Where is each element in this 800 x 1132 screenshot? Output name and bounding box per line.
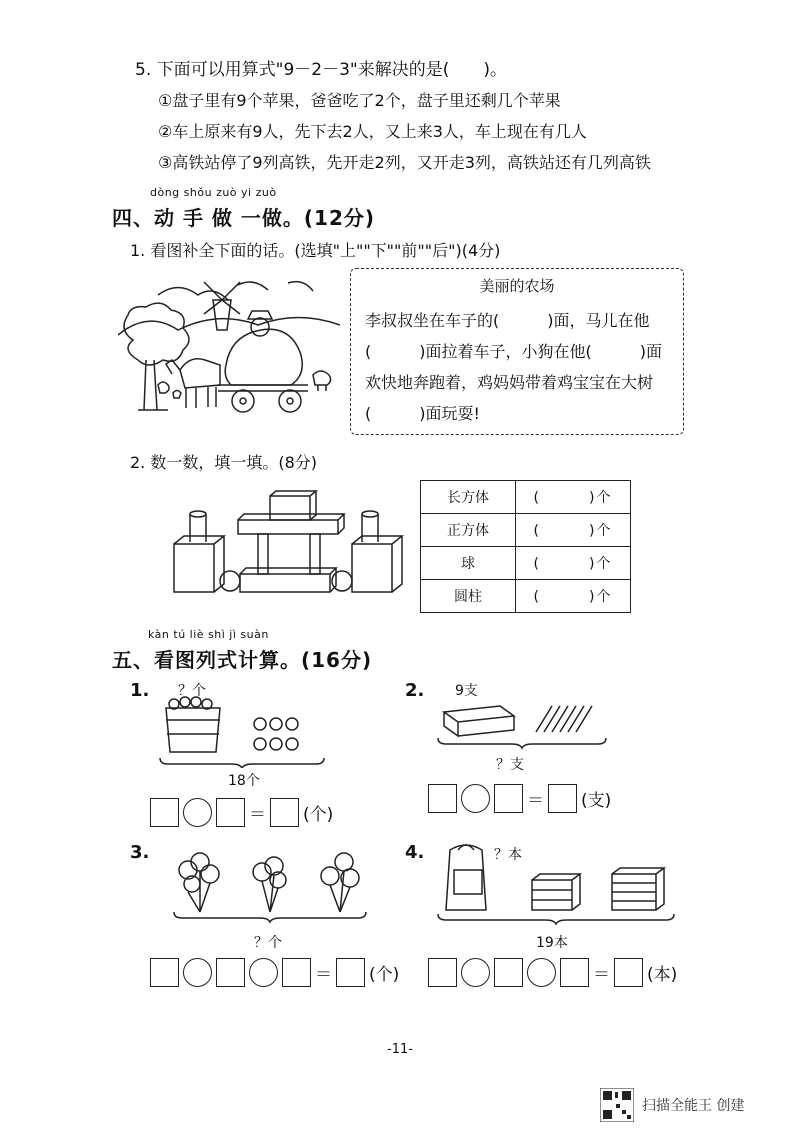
shape-name-cube: 正方体 bbox=[421, 514, 516, 547]
problem-2-top-label: 9支 bbox=[455, 683, 478, 699]
answer-box[interactable] bbox=[614, 958, 643, 987]
problem-2-equation bbox=[428, 784, 611, 813]
answer-box[interactable] bbox=[428, 784, 457, 813]
problem-1-equation bbox=[150, 798, 333, 827]
answer-box[interactable] bbox=[494, 784, 523, 813]
answer-blank: ( )个 bbox=[516, 547, 631, 580]
answer-box[interactable] bbox=[494, 958, 523, 987]
answer-box[interactable] bbox=[428, 958, 457, 987]
shape-name-sphere: 球 bbox=[421, 547, 516, 580]
answer-blank: ( )个 bbox=[516, 580, 631, 613]
page-number: -11- bbox=[387, 1042, 413, 1057]
problem-2-bottom-label: ？支 bbox=[496, 757, 524, 773]
problem-4-top-label: ？本 bbox=[494, 847, 522, 863]
story-box bbox=[350, 268, 684, 435]
problem-1-figure bbox=[158, 696, 338, 768]
shape-name-cylinder: 圆柱 bbox=[421, 580, 516, 613]
problem-3-equation bbox=[150, 958, 399, 987]
section5-pinyin: kàn tú liè shì jì suàn bbox=[148, 628, 269, 641]
count-table bbox=[420, 480, 631, 613]
problem-4-number: 4. bbox=[405, 842, 425, 863]
table-row bbox=[421, 481, 631, 514]
story-text: 李叔叔坐在车子的( )面，马儿在他( )面拉着车子，小狗在他( )面欢快地奔跑着，鸡妈妈带着鸡宝宝在大树( )面玩耍! bbox=[365, 311, 662, 423]
table-row bbox=[421, 580, 631, 613]
section5-title: 五、看图列式计算。(16分) bbox=[112, 648, 373, 672]
operator-circle[interactable] bbox=[461, 958, 490, 987]
section4-sub1-title: 1. 看图补全下面的话。(选填"上""下""前""后")(4分) bbox=[130, 241, 501, 260]
table-row bbox=[421, 547, 631, 580]
problem-4-bottom-label: 19本 bbox=[536, 935, 568, 951]
answer-box[interactable] bbox=[150, 958, 179, 987]
section4-title: 四、动 手 做 一做。(12分) bbox=[112, 206, 376, 230]
watermark bbox=[600, 1088, 744, 1122]
q5-option-1: ①盘子里有9个苹果，爸爸吃了2个，盘子里还剩几个苹果 bbox=[158, 91, 561, 110]
answer-box[interactable] bbox=[216, 958, 245, 987]
answer-box[interactable] bbox=[336, 958, 365, 987]
problem-3-figure bbox=[170, 848, 380, 928]
operator-circle[interactable] bbox=[249, 958, 278, 987]
equals-sign: ＝ bbox=[249, 805, 266, 825]
section4-pinyin: dòng shǒu zuò yi zuò bbox=[150, 186, 277, 199]
watermark-text: 扫描全能王 创建 bbox=[642, 1098, 745, 1114]
farm-illustration bbox=[118, 275, 340, 425]
problem-2-figure bbox=[436, 694, 616, 750]
equals-sign: ＝ bbox=[315, 965, 332, 985]
qr-code-icon bbox=[600, 1088, 634, 1122]
answer-box[interactable] bbox=[560, 958, 589, 987]
answer-blank: ( )个 bbox=[516, 481, 631, 514]
problem-4-figure bbox=[436, 836, 676, 928]
problem-1-bottom-label: 18个 bbox=[228, 773, 260, 789]
q5-stem: 5. 下面可以用算式"9－2－3"来解决的是( )。 bbox=[135, 60, 507, 80]
unit-label: (个) bbox=[303, 805, 334, 825]
story-title: 美丽的农场 bbox=[479, 277, 555, 295]
operator-circle[interactable] bbox=[183, 958, 212, 987]
equals-sign: ＝ bbox=[593, 965, 610, 985]
operator-circle[interactable] bbox=[527, 958, 556, 987]
section4-sub2-title: 2. 数一数，填一填。(8分) bbox=[130, 453, 318, 472]
operator-circle[interactable] bbox=[461, 784, 490, 813]
problem-1-top-label: ？个 bbox=[178, 683, 206, 699]
operator-circle[interactable] bbox=[183, 798, 212, 827]
answer-blank: ( )个 bbox=[516, 514, 631, 547]
q5-option-2: ②车上原来有9人，先下去2人，又上来3人，车上现在有几人 bbox=[158, 122, 587, 141]
answer-box[interactable] bbox=[282, 958, 311, 987]
unit-label: (本) bbox=[647, 965, 678, 985]
problem-3-number: 3. bbox=[130, 842, 150, 863]
answer-box[interactable] bbox=[270, 798, 299, 827]
table-row bbox=[421, 514, 631, 547]
problem-1-number: 1. bbox=[130, 680, 150, 701]
blocks-figure bbox=[170, 488, 410, 598]
problem-3-bottom-label: ？个 bbox=[254, 935, 282, 951]
unit-label: (个) bbox=[369, 965, 400, 985]
shape-name-cuboid: 长方体 bbox=[421, 481, 516, 514]
problem-4-equation bbox=[428, 958, 677, 987]
unit-label: (支) bbox=[581, 791, 612, 811]
answer-box[interactable] bbox=[548, 784, 577, 813]
answer-box[interactable] bbox=[150, 798, 179, 827]
q5-option-3: ③高铁站停了9列高铁，先开走2列，又开走3列，高铁站还有几列高铁 bbox=[158, 153, 651, 172]
answer-box[interactable] bbox=[216, 798, 245, 827]
equals-sign: ＝ bbox=[527, 791, 544, 811]
problem-2-number: 2. bbox=[405, 680, 425, 701]
